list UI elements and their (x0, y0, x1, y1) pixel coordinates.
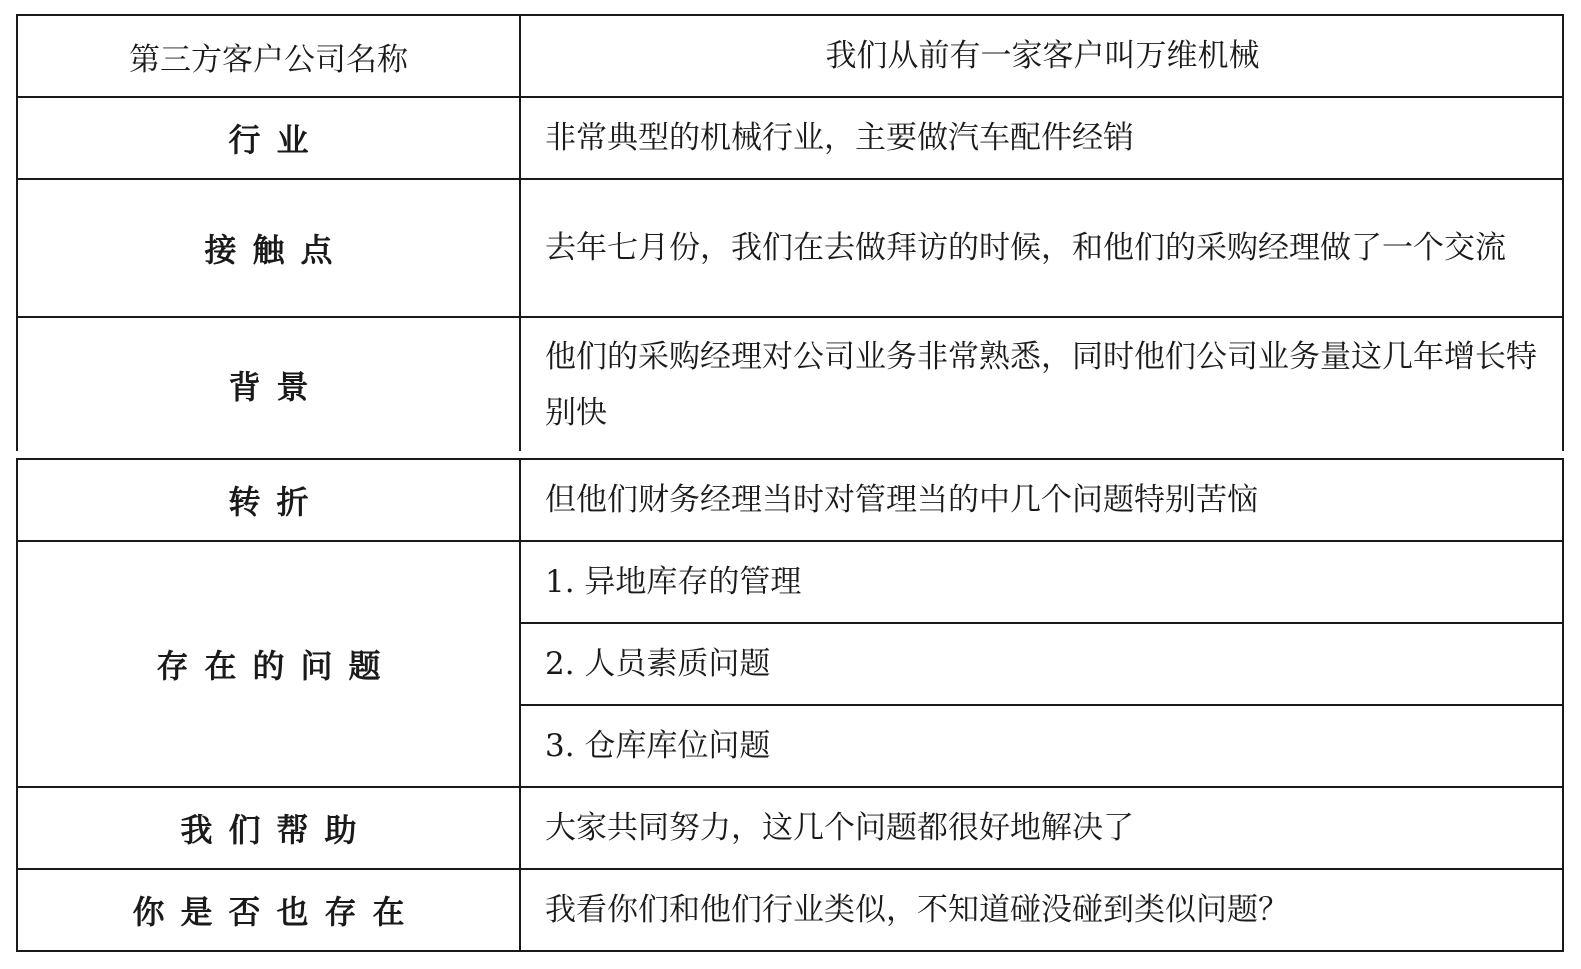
table-row-header (17, 15, 1563, 97)
table-row-contact-point (17, 179, 1563, 317)
case-table-part-1 (16, 14, 1564, 451)
table-row-background (17, 317, 1563, 451)
problem-item-2: 2. 人员素质问题 (520, 623, 1563, 705)
contact-point-value: 去年七月份，我们在去做拜访的时候，和他们的采购经理做了一个交流 (520, 179, 1563, 317)
table-row-turning-point (17, 459, 1563, 541)
case-table-part-2 (16, 458, 1564, 952)
problem-item-3: 3. 仓库库位问题 (520, 705, 1563, 787)
header-label-cell: 第三方客户公司名称 (17, 15, 520, 97)
turning-point-value: 但他们财务经理当时对管理当的中几个问题特别苦恼 (520, 459, 1563, 541)
problem-item-1: 1. 异地库存的管理 (520, 541, 1563, 623)
industry-value: 非常典型的机械行业，主要做汽车配件经销 (520, 97, 1563, 179)
industry-label: 行业 (17, 97, 520, 179)
turning-point-label: 转折 (17, 459, 520, 541)
table-row-our-help (17, 787, 1563, 869)
contact-point-label: 接触点 (17, 179, 520, 317)
our-help-value: 大家共同努力，这几个问题都很好地解决了 (520, 787, 1563, 869)
header-value-cell: 我们从前有一家客户叫万维机械 (520, 15, 1563, 97)
do-you-have-value: 我看你们和他们行业类似，不知道碰没碰到类似问题？ (520, 869, 1563, 951)
table-row-problems (17, 541, 1563, 623)
our-help-label: 我们帮助 (17, 787, 520, 869)
do-you-have-label: 你是否也存在 (17, 869, 520, 951)
background-label: 背景 (17, 317, 520, 451)
table-row-industry (17, 97, 1563, 179)
background-value: 他们的采购经理对公司业务非常熟悉，同时他们公司业务量这几年增长特别快 (520, 317, 1563, 451)
table-row-do-you-have (17, 869, 1563, 951)
problems-label: 存在的问题 (17, 541, 520, 787)
